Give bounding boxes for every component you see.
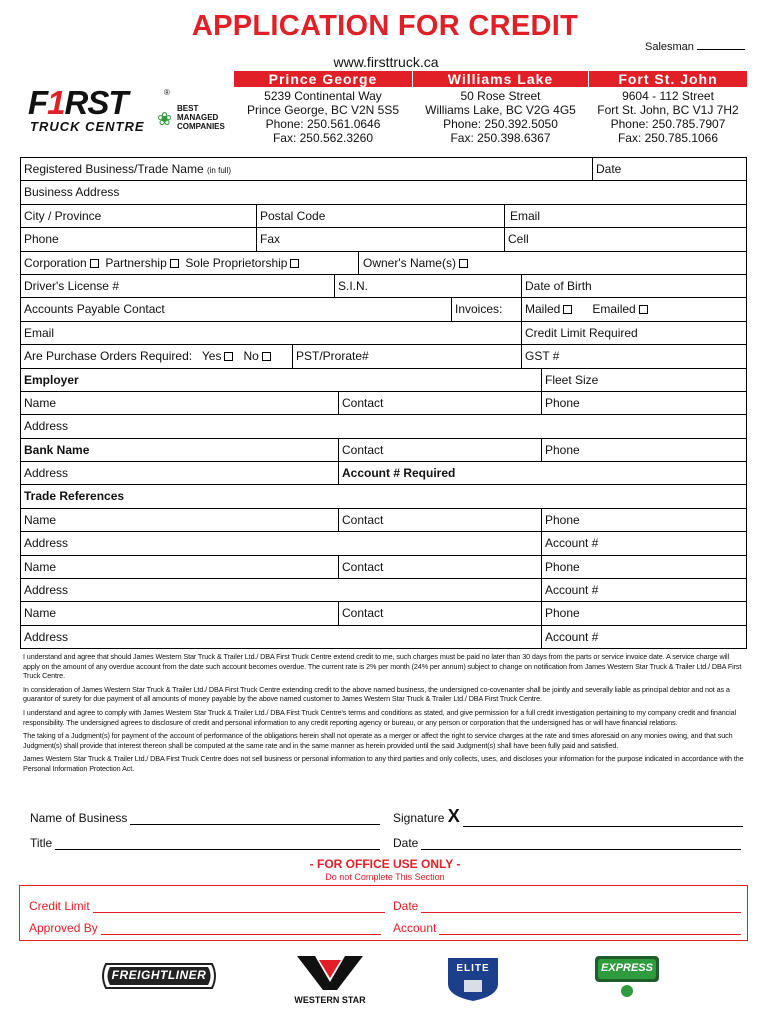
form-row bbox=[20, 509, 747, 532]
form-row bbox=[20, 322, 747, 345]
logo-wordmark: F1RST bbox=[28, 84, 128, 121]
form-row bbox=[20, 602, 747, 625]
business-type-group: Corporation Partnership Sole Proprietorship bbox=[21, 252, 358, 274]
branch-address: 5239 Continental Way bbox=[264, 89, 382, 103]
sole-proprietorship-checkbox[interactable] bbox=[290, 259, 299, 268]
branch-fax: Fax: 250.562.3260 bbox=[272, 131, 374, 145]
branch-fax: Fax: 250.398.6367 bbox=[450, 131, 551, 145]
branch-phone: Phone: 250.785.7907 bbox=[610, 117, 726, 131]
date-of-birth-field[interactable]: Date of Birth bbox=[521, 275, 746, 297]
branch-address: 9604 - 112 Street bbox=[622, 89, 714, 103]
salesman-line[interactable] bbox=[697, 49, 745, 50]
terms-paragraph: James Western Star Truck & Trailer Ltd./ DBA First Truck Centre does not sell business or personal information to any third parties and only collects, uses, and discloses your information for the purpose indicated in accordance with the Personal Information Protection Act. bbox=[23, 754, 744, 773]
form-row bbox=[20, 626, 747, 649]
form-row bbox=[20, 392, 747, 415]
emailed-checkbox[interactable] bbox=[639, 305, 648, 314]
salesman-field[interactable] bbox=[645, 41, 745, 53]
form-row bbox=[20, 275, 747, 298]
ref1-contact-field[interactable]: Contact bbox=[338, 509, 541, 531]
name-of-business-field[interactable]: Name of Business bbox=[30, 811, 380, 825]
branch-fort-st-john bbox=[589, 71, 747, 145]
ap-email-field[interactable]: Email bbox=[24, 325, 55, 340]
employer-heading: Employer bbox=[24, 372, 79, 387]
office-use-subheading: Do not Complete This Section bbox=[325, 872, 445, 882]
branch-phone: Phone: 250.561.0646 bbox=[265, 117, 381, 131]
owners-name-field[interactable]: Owner's Name(s) bbox=[358, 252, 746, 274]
signature-x-mark: X bbox=[447, 806, 460, 826]
credit-limit-field[interactable]: Credit Limit bbox=[29, 899, 385, 913]
page-title: APPLICATION FOR CREDIT bbox=[191, 10, 579, 42]
drivers-license-field[interactable]: Driver's License # bbox=[24, 278, 119, 293]
branch-address: 50 Rose Street bbox=[460, 89, 541, 103]
form-row bbox=[20, 158, 747, 181]
form-row bbox=[20, 532, 747, 555]
accounts-payable-field[interactable]: Accounts Payable Contact bbox=[24, 302, 165, 317]
ref1-phone-field[interactable]: Phone bbox=[541, 509, 746, 531]
terms-and-conditions bbox=[23, 652, 745, 778]
form-row bbox=[20, 252, 747, 275]
approved-by-field[interactable]: Approved By bbox=[29, 921, 381, 935]
city-province-field[interactable]: City / Province bbox=[24, 208, 102, 223]
invoice-delivery-group: Mailed Emailed bbox=[521, 298, 746, 320]
branch-phone: Phone: 250.392.5050 bbox=[443, 117, 558, 131]
elite-wordmark: ELITE bbox=[456, 963, 490, 974]
bank-contact-field[interactable]: Contact bbox=[338, 439, 541, 461]
form-row bbox=[20, 485, 747, 508]
western-star-wordmark: WESTERN STAR bbox=[294, 995, 366, 1005]
form-row bbox=[20, 415, 747, 438]
form-row bbox=[20, 439, 747, 462]
express-wordmark: EXPRESS bbox=[601, 962, 653, 974]
freightliner-logo bbox=[100, 962, 218, 995]
western-star-logo bbox=[293, 952, 367, 1005]
form-row bbox=[20, 181, 747, 204]
pst-field[interactable]: PST/Prorate# bbox=[292, 345, 521, 367]
employer-phone-field[interactable]: Phone bbox=[541, 392, 746, 414]
bank-name-field[interactable]: Bank Name bbox=[24, 442, 90, 457]
bank-account-field[interactable]: Account # Required bbox=[338, 462, 746, 484]
ref3-phone-field[interactable]: Phone bbox=[541, 602, 746, 624]
date-field[interactable]: Date bbox=[592, 158, 746, 180]
maple-leaf-icon: ❀ bbox=[157, 109, 173, 129]
partnership-checkbox[interactable] bbox=[170, 259, 179, 268]
business-address-field[interactable]: Business Address bbox=[24, 185, 120, 200]
form-row bbox=[20, 345, 747, 368]
ref3-account-field[interactable]: Account # bbox=[541, 626, 746, 648]
form-row bbox=[20, 369, 747, 392]
branch-name: Prince George bbox=[234, 71, 412, 87]
employer-name-field[interactable]: Name bbox=[24, 395, 57, 410]
ref2-name-field[interactable]: Name bbox=[24, 559, 57, 574]
cell-field[interactable]: Cell bbox=[504, 228, 746, 250]
terms-paragraph: In consideration of James Western Star Truck & Trailer Ltd./ DBA First Truck Centre extending credit to the above named business, the undersigned co-covenanter shall be jointly and severally liable as principal debtor and not as a guarantor of surety for due payment of all amounts of money payable by the above named customer to James Western Star Truck & Trailer Ltd./ DBA First Truck Centre. bbox=[23, 684, 730, 704]
bank-phone-field[interactable]: Phone bbox=[541, 439, 746, 461]
fax-field[interactable]: Fax bbox=[256, 228, 504, 250]
ref2-phone-field[interactable]: Phone bbox=[541, 556, 746, 578]
ref2-address-field[interactable]: Address bbox=[24, 583, 69, 598]
ref3-contact-field[interactable]: Contact bbox=[338, 602, 541, 624]
credit-application-form bbox=[20, 157, 747, 649]
form-row bbox=[20, 298, 747, 321]
terms-paragraph: I understand and agree that should James Western Star Truck & Trailer Ltd./ DBA First Truck Centre extend credit to me, such charges must be paid no later than 30 days from the parts or service invoice date. A service charge will apply on the amount of any overdue account from the date such account becomes overdue. The current rate is 2% per month (24% per annum) subject to change on notification from James Western Star Truck & Trailer Ltd./ DBA First Truck Centre. bbox=[23, 652, 742, 681]
terms-paragraph: I understand and agree to comply with James Western Star Truck & Trailer Ltd./ DBA First Truck Centre's terms and conditions as stated, and give permission for a full credit investigation pertaining to my company credit and financial responsibility. The undersigned agrees to disclosure of credit and personal information to any credit reporting agency or bureau, or any person or corporation that the undersigned has or will have financial relations. bbox=[23, 707, 737, 727]
branch-williams-lake bbox=[413, 71, 588, 145]
ref3-name-field[interactable]: Name bbox=[24, 606, 57, 621]
ref1-name-field[interactable]: Name bbox=[24, 512, 57, 527]
po-required-group: Are Purchase Orders Required: Yes No bbox=[21, 345, 292, 367]
owners-name-checkbox[interactable] bbox=[459, 259, 468, 268]
form-row bbox=[20, 228, 747, 251]
credit-limit-required-field[interactable]: Credit Limit Required bbox=[521, 322, 746, 344]
branch-name: Williams Lake bbox=[413, 71, 588, 87]
signature-date-field[interactable]: Date bbox=[393, 836, 741, 850]
express-logo bbox=[594, 955, 660, 1004]
best-managed-badge: BEST MANAGED COMPANIES bbox=[177, 104, 225, 131]
employer-address-field[interactable]: Address bbox=[24, 419, 69, 434]
form-row bbox=[20, 579, 747, 602]
elite-shield-icon bbox=[446, 952, 500, 1002]
email-field[interactable]: Email bbox=[504, 205, 746, 227]
website-link[interactable]: www.firsttruck.ca bbox=[333, 54, 439, 70]
western-star-emblem-icon bbox=[293, 952, 367, 992]
fleet-size-field[interactable]: Fleet Size bbox=[541, 369, 746, 391]
logo-truck-centre: TRUCK CENTRE bbox=[30, 119, 145, 134]
first-truck-centre-logo bbox=[22, 84, 232, 140]
gst-field[interactable]: GST # bbox=[521, 345, 746, 367]
po-no-checkbox[interactable] bbox=[262, 352, 271, 361]
elite-logo bbox=[446, 952, 500, 1007]
ref2-contact-field[interactable]: Contact bbox=[338, 556, 541, 578]
registered-mark: ® bbox=[164, 88, 170, 97]
terms-paragraph: The taking of a Judgment(s) for payment of the account of performance of the obligations herein shall not operate as a merger or affect the right to service charges at the rate and times aforesaid on any monies owing, and that such Judgment(s) shall provide that interest thereon shall be computed at the same rate and in the same manner as herein provided until the said Judgment(s) shall have been fully paid and satisfied. bbox=[23, 731, 733, 750]
ref1-address-field[interactable]: Address bbox=[24, 536, 69, 551]
branch-prince-george bbox=[234, 71, 412, 145]
phone-field[interactable]: Phone bbox=[24, 232, 59, 247]
freightliner-wordmark: FREIGHTLINER bbox=[111, 968, 207, 982]
branch-city: Williams Lake, BC V2G 4G5 bbox=[425, 103, 576, 117]
title-field[interactable]: Title bbox=[30, 836, 380, 850]
invoices-label: Invoices: bbox=[451, 298, 521, 320]
corporation-checkbox[interactable] bbox=[90, 259, 99, 268]
sin-field[interactable]: S.I.N. bbox=[334, 275, 521, 297]
office-use-heading: - FOR OFFICE USE ONLY - bbox=[309, 857, 461, 871]
ref2-account-field[interactable]: Account # bbox=[541, 579, 746, 601]
branch-city: Prince George, BC V2N 5S5 bbox=[246, 103, 400, 117]
salesman-label: Salesman bbox=[645, 41, 694, 53]
ref3-address-field[interactable]: Address bbox=[24, 629, 69, 644]
branch-name: Fort St. John bbox=[589, 71, 747, 87]
ref1-account-field[interactable]: Account # bbox=[541, 532, 746, 554]
trade-references-heading: Trade References bbox=[24, 489, 125, 504]
business-name-field[interactable]: Registered Business/Trade Name (in full) bbox=[24, 162, 231, 176]
branch-city: Fort St. John, BC V1J 7H2 bbox=[597, 103, 739, 117]
office-date-field[interactable]: Date bbox=[393, 899, 741, 913]
form-row bbox=[20, 205, 747, 228]
postal-code-field[interactable]: Postal Code bbox=[256, 205, 504, 227]
form-row bbox=[20, 462, 747, 485]
employer-contact-field[interactable]: Contact bbox=[338, 392, 541, 414]
po-yes-checkbox[interactable] bbox=[224, 352, 233, 361]
mailed-checkbox[interactable] bbox=[563, 305, 572, 314]
account-field[interactable]: Account bbox=[393, 921, 741, 935]
form-row bbox=[20, 556, 747, 579]
signature-field[interactable]: Signature X bbox=[393, 806, 743, 827]
branch-fax: Fax: 250.785.1066 bbox=[617, 131, 719, 145]
bank-address-field[interactable]: Address bbox=[24, 466, 69, 481]
